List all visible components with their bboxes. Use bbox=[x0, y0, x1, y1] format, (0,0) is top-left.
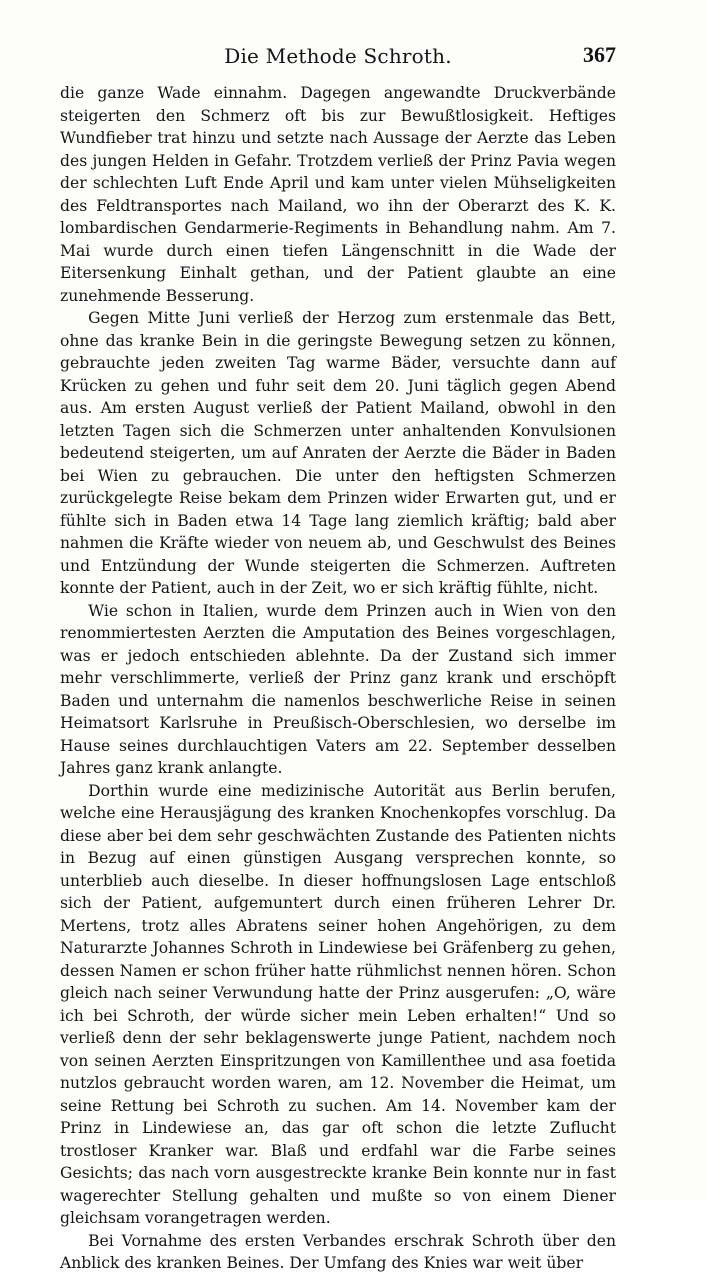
paragraph: Bei Vornahme des ersten Verbandes erschrak Schroth über den Anblick des kranken Beines. Der Umfang des Knies war weit über bbox=[60, 1231, 616, 1272]
running-head bbox=[60, 44, 616, 74]
page-number: 367 bbox=[583, 42, 616, 67]
paragraph: Dorthin wurde eine medizinische Autorität aus Berlin berufen, welche eine Herausjägung des kranken Knochenkopfes vorschlug. Da diese aber bei dem sehr geschwächten Zustande des Patienten nichts in Bezug auf einen günstigen Ausgang versprechen konnte, so unterblieb auch dieselbe. In dieser hoffnungslosen Lage entschloß sich der Patient, aufgemuntert durch einen früheren Lehrer Dr. Mertens, trotz alles Abratens seiner hohen Angehörigen, zu dem Naturarzte Johannes Schroth in Lindewiese bei Gräfenberg zu gehen, dessen Namen er schon früher hatte rühmlichst nennen hören. Schon gleich nach seiner Verwundung hatte der Prinz ausgerufen: „O, wäre ich bei Schroth, der würde sicher mein Leben erhalten!“ Und so verließ denn der sehr beklagenswerte junge Patient, nachdem noch von seinen Aerzten Einspritzungen von Kamillenthee und asa foetida nutzlos gebraucht worden waren, am 12. November die Heimat, um seine Rettung bei Schroth zu suchen. Am 14. November kam der Prinz in Lindewiese an, das gar oft schon die letzte Zuflucht trostloser Kranker war. Blaß und erdfahl war die Farbe seines Gesichts; das nach vorn ausgestreckte kranke Bein konnte nur in fast wagerechter Stellung gehalten und mußte so von einem Diener gleichsam vorangetragen werden. bbox=[60, 781, 616, 1227]
running-title: Die Methode Schroth. bbox=[224, 44, 452, 68]
paragraph: Wie schon in Italien, wurde dem Prinzen auch in Wien von den renommiertesten Aerzten die Amputation des Beines vorgeschlagen, was er jedoch entschieden ablehnte. Da der Zustand sich immer mehr verschlimmerte, verließ der Prinz ganz krank und erschöpft Baden und unternahm die namenlos beschwerliche Reise in seinen Heimatsort Karlsruhe in Preußisch-Oberschlesien, wo derselbe im Hause seines durchlauchtigen Vaters am 22. September desselben Jahres ganz krank anlangte. bbox=[60, 601, 616, 777]
paragraph-continuation: die ganze Wade einnahm. Dagegen angewandte Druckverbände steigerten den Schmerz oft bis zur Bewußtlosigkeit. Heftiges Wundfieber trat hinzu und setzte nach Aussage der Aerzte das Leben des jungen Helden in Gefahr. Trotzdem verließ der Prinz Pavia wegen der schlechten Luft Ende April und kam unter vielen Mühseligkeiten des Feldtransportes nach Mailand, wo ihn der Oberarzt des K. K. lombardischen Gendarmerie-Regiments in Behandlung nahm. Am 7. Mai wurde durch einen tiefen Längenschnitt in die Wade der Eitersenkung Einhalt gethan, und der Patient glaubte an eine zunehmende Besserung. bbox=[60, 84, 616, 305]
paragraph: Gegen Mitte Juni verließ der Herzog zum erstenmale das Bett, ohne das kranke Bein in die geringste Bewegung setzen zu können, gebrauchte jeden zweiten Tag warme Bäder, versuchte dann auf Krücken zu gehen und fuhr seit dem 20. Juni täglich gegen Abend aus. Am ersten August verließ der Patient Mailand, obwohl in den letzten Tagen sich die Schmerzen unter anhaltenden Konvulsionen bedeutend steigerten, um auf Anraten der Aerzte die Bäder in Baden bei Wien zu gebrauchen. Die unter den heftigsten Schmerzen zurückgelegte Reise bekam dem Prinzen wider Erwarten gut, und er fühlte sich in Baden etwa 14 Tage lang ziemlich kräftig; bald aber nahmen die Kräfte wieder von neuem ab, und Geschwulst des Beines und Entzündung der Wunde steigerten die Schmerzen. Auftreten konnte der Patient, auch in der Zeit, wo er sich kräftig fühlte, nicht. bbox=[60, 309, 616, 597]
body-text bbox=[60, 82, 616, 1275]
